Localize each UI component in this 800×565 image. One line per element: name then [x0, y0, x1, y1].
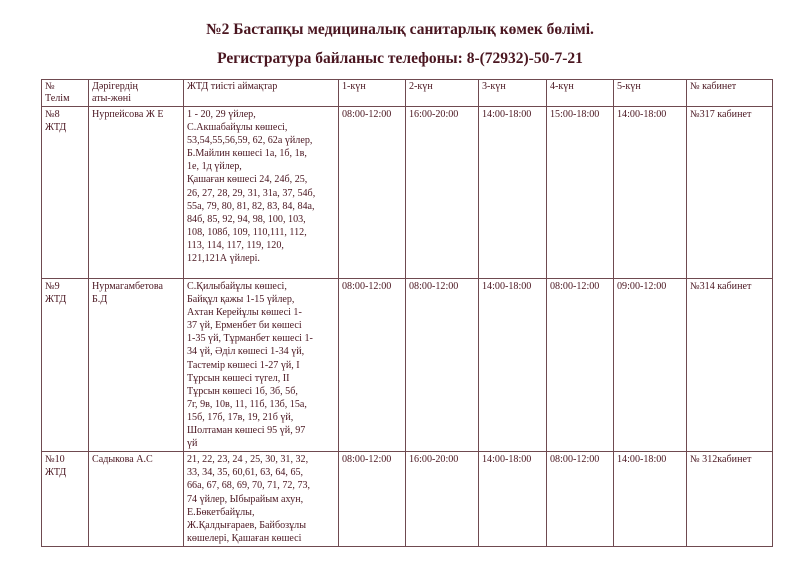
day3-hours: 14:00-18:00: [479, 452, 547, 547]
column-header: 1-күн: [339, 80, 406, 107]
day5-hours: 14:00-18:00: [614, 452, 687, 547]
registry-phone: Регистратура байланыс телефоны: 8-(72932)-50-7-21: [217, 50, 583, 67]
day2-hours: 16:00-20:00: [406, 452, 479, 547]
day4-hours: 15:00-18:00: [547, 107, 614, 279]
column-header: 4-күн: [547, 80, 614, 107]
service-area: 1 - 20, 29 үйлер, С.Акшабайұлы көшесі, 53,54,55,56,59, 62, 62а үйлер, Б.Майлин көшесі 1а, 1б, 1в, 1е, 1д үйлер, Қашаған көшесі 24, 24б, 25, 26, 27, 28, 29, 31, 31а, 37, 54б, 55а, 79, 80, 81, 82, 83, 84, 84а, 84б, 85, 92, 94, 98, 100, 103, 108, 108б, 109, 110,111, 112, 113, 114, 117, 119, 120, 121,121А үйлері.: [184, 107, 339, 279]
column-header: 2-күн: [406, 80, 479, 107]
day3-hours: 14:00-18:00: [479, 279, 547, 452]
doctor-name: Нурпейсова Ж Е: [89, 107, 184, 279]
day1-hours: 08:00-12:00: [339, 107, 406, 279]
column-header: № кабинет: [687, 80, 773, 107]
column-header: Дәрігердің аты-жөні: [89, 80, 184, 107]
day3-hours: 14:00-18:00: [479, 107, 547, 279]
table-row: [42, 452, 773, 547]
doctor-name: Садыкова А.С: [89, 452, 184, 547]
schedule-table: [41, 79, 773, 547]
table-row: [42, 279, 773, 452]
day4-hours: 08:00-12:00: [547, 452, 614, 547]
day1-hours: 08:00-12:00: [339, 279, 406, 452]
service-area: 21, 22, 23, 24 , 25, 30, 31, 32, 33, 34, 35, 60,61, 63, 64, 65, 66а, 67, 68, 69, 70, 71, 72, 73, 74 үйлер, Ыбырайым ахун, Е.Бөкетбайұлы, Ж.Қалдығараев, Байбозұлы көшелері, Қашаған көшесі: [184, 452, 339, 547]
day5-hours: 14:00-18:00: [614, 107, 687, 279]
column-header: ЖТД тиісті аймақтар: [184, 80, 339, 107]
cabinet-number: №317 кабинет: [687, 107, 773, 279]
page-title: №2 Бастапқы медициналық санитарлық көмек бөлімі.: [206, 21, 594, 38]
section-number: №10 ЖТД: [42, 452, 89, 547]
column-header: 3-күн: [479, 80, 547, 107]
day5-hours: 09:00-12:00: [614, 279, 687, 452]
cabinet-number: №314 кабинет: [687, 279, 773, 452]
doctor-name: Нурмагамбетова Б.Д: [89, 279, 184, 452]
section-number: №9 ЖТД: [42, 279, 89, 452]
day1-hours: 08:00-12:00: [339, 452, 406, 547]
column-header: 5-күн: [614, 80, 687, 107]
service-area: С.Қилыбайұлы көшесі, Байқұл қажы 1-15 үйлер, Ахтан Керейұлы көшесі 1- 37 үй, Ерменбет би көшесі 1-35 үй, Тұрманбет көшесі 1- 34 үй, Әділ көшесі 1-34 үй, Тастемір көшесі 1-27 үй, I Тұрсын көшесі түгел, II Тұрсын көшесі 1б, 3б, 5б, 7г, 9в, 10в, 11, 11б, 13б, 15а, 15б, 17б, 17в, 19, 21б үй, Шолтаман көшесі 95 үй, 97 үй: [184, 279, 339, 452]
column-header: № Телім: [42, 80, 89, 107]
table-header-row: [42, 80, 773, 107]
day2-hours: 08:00-12:00: [406, 279, 479, 452]
day2-hours: 16:00-20:00: [406, 107, 479, 279]
section-number: №8 ЖТД: [42, 107, 89, 279]
table-row: [42, 107, 773, 279]
cabinet-number: № 312кабинет: [687, 452, 773, 547]
day4-hours: 08:00-12:00: [547, 279, 614, 452]
